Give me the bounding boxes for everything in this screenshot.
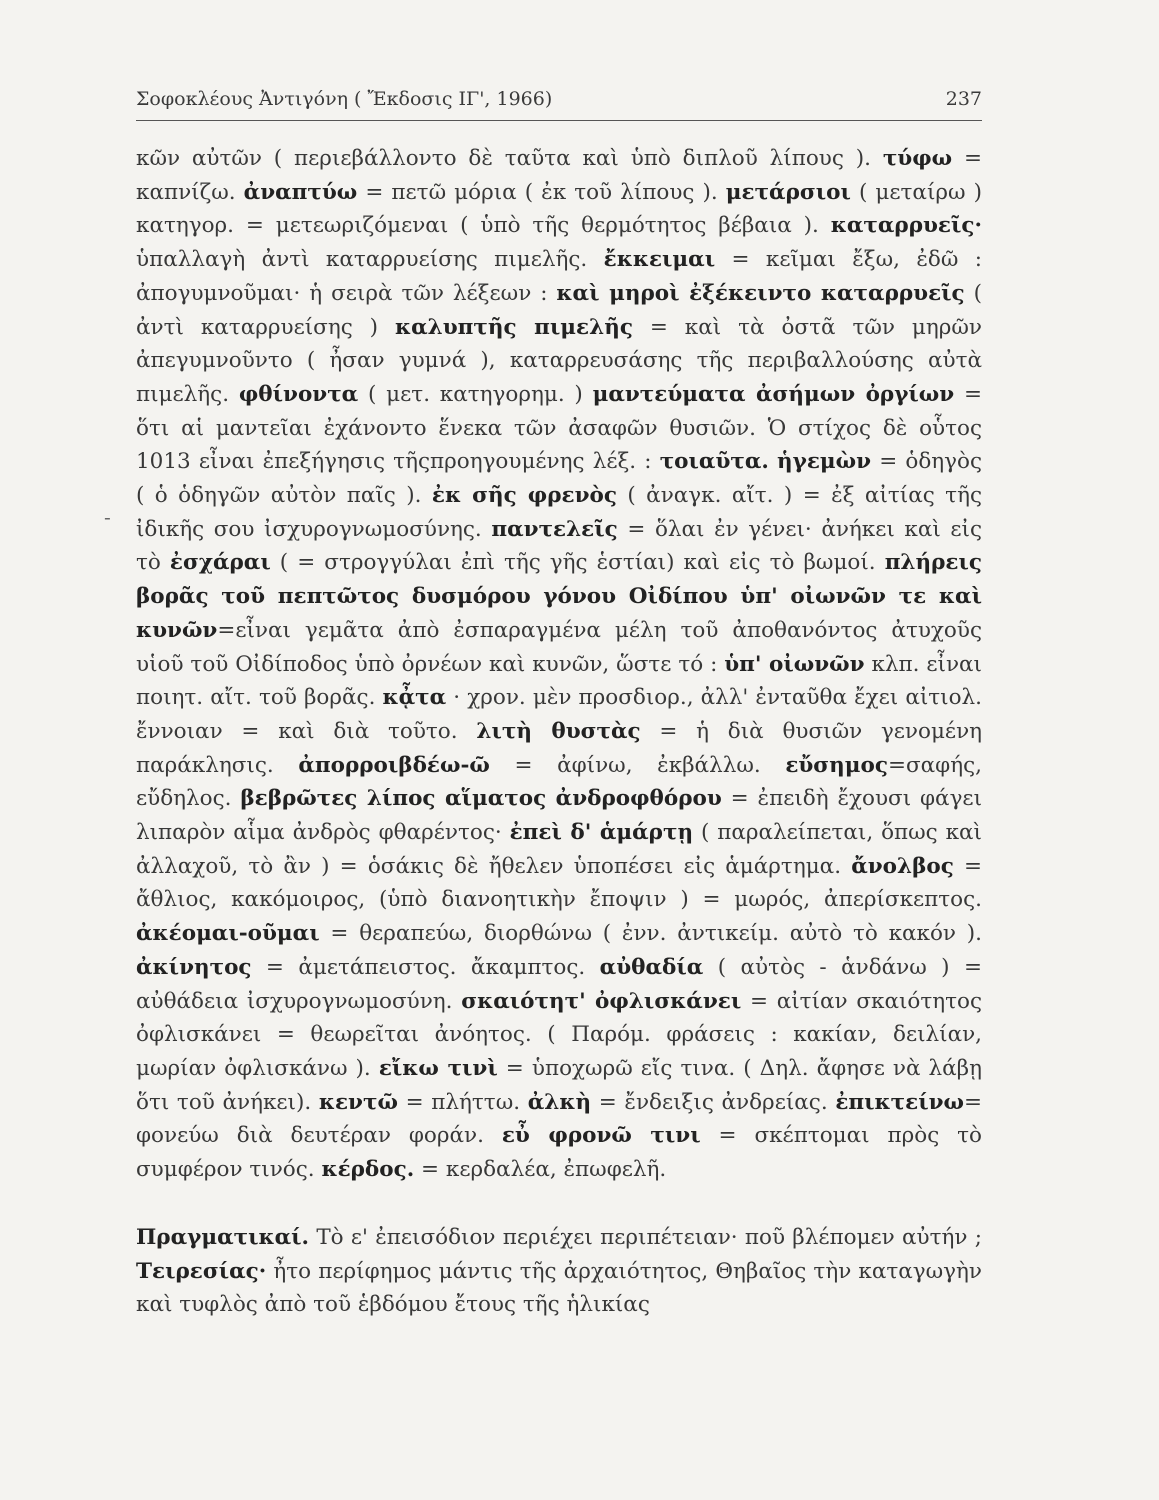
gloss-paragraph	[136, 142, 982, 1187]
lemma-term: καταρρυεῖς·	[830, 213, 982, 239]
header-rule	[136, 120, 982, 121]
lemma-term: παντελεῖς	[491, 516, 618, 542]
gloss-text: ὑπαλλαγὴ ἀντὶ καταρρυείσης πιμελῆς.	[136, 247, 604, 273]
gloss-text: = ἀφίνω, ἐκβάλλω.	[489, 752, 786, 778]
lemma-term: βεβρῶτες λίπος αἵματος ἀνδροφθόρου	[240, 786, 722, 812]
lemma-term: τοιαῦτα.	[659, 449, 769, 475]
gloss-text: = θεραπεύω, διορθώνω ( ἐνν. ἀντικείμ. αὐτὸ τὸ κακόν ).	[319, 921, 982, 947]
gloss-text: = ἀμετάπειστος. ἄκαμπτος.	[251, 954, 600, 980]
gloss-text: = ἐπειδὴ ἔχουσι φάγει λιπαρὸν αἷμα ἀνδρὸς φθαρέντος·	[136, 786, 982, 846]
gloss-text: ἦτο περίφημος μάντις τῆς ἀρχαιότητος, Θηβαῖος τὴν καταγωγὴν καὶ τυφλὸς ἀπὸ τοῦ ἑβδόμου ἔτους τῆς ἡλικίας	[136, 1258, 982, 1318]
lemma-term: κᾆτα	[382, 685, 447, 711]
lemma-term: Πραγματικαί.	[136, 1224, 310, 1250]
gloss-text: = κερδαλέα, ἐπωφελῆ.	[414, 1157, 667, 1183]
gloss-text: κλπ. εἶναι ποιητ. αἴτ. τοῦ βορᾶς.	[136, 651, 982, 711]
gloss-text: = ὑποχωρῶ εἴς τινα. ( Δηλ. ἄφησε νὰ λάβῃ ὅτι τοῦ ἀνήκει).	[136, 1055, 982, 1115]
margin-mark: -	[104, 505, 111, 529]
lemma-term: ἀπορροιβδέω-ῶ	[298, 752, 490, 778]
lemma-term: ἀλκὴ	[527, 1089, 592, 1115]
lemma-term: κεντῶ	[318, 1089, 398, 1115]
gloss-text: ( ἀντὶ καταρρυείσης )	[136, 280, 982, 340]
lemma-term: σκαιότητ' ὀφλισκάνει	[461, 988, 742, 1014]
gloss-text: =εἶναι γεμᾶτα ἀπὸ ἐσπαραγμένα μέλη τοῦ ἀποθανόντος ἀτυχοῦς υἱοῦ τοῦ Οἰδίποδος ὑπὸ ὀρνέων καὶ κυνῶν, ὥστε τό :	[136, 617, 982, 677]
lemma-term: κέρδος.	[321, 1157, 415, 1183]
section-paragraph	[136, 1221, 982, 1322]
gloss-text: = αἰτίαν σκαιότητος ὀφλισκάνει = θεωρεῖται ἀνόητος. ( Παρόμ. φράσεις : κακίαν, δειλίαν, μωρίαν ὀφλισκάνω ).	[136, 988, 982, 1081]
gloss-text: ( ἀναγκ. αἴτ. ) = ἐξ αἰτίας τῆς ἰδικῆς σου ἰσχυρογνωμοσύνης.	[136, 483, 982, 542]
gloss-text: ( = στρογγύλαι ἐπὶ τῆς γῆς ἑστίαι) καὶ εἰς τὸ βωμοί.	[270, 550, 885, 576]
page-number: 237	[945, 88, 982, 110]
gloss-text: = καπνίζω.	[136, 146, 982, 205]
running-header	[136, 84, 982, 114]
gloss-text: = φονεύω διὰ δευτέραν φοράν.	[136, 1089, 982, 1149]
lemma-term: καὶ μηροὶ ἐξέκειντο καταρρυεῖς	[556, 280, 965, 306]
lemma-term: αὐθαδία	[599, 954, 704, 980]
lemma-term: φθίνοντα	[238, 381, 359, 407]
gloss-text: κῶν αὐτῶν ( περιεβάλλοντο δὲ ταῦτα καὶ ὑπὸ διπλοῦ λίπους ).	[136, 146, 883, 171]
lemma-term: ἐπικτείνω	[835, 1089, 964, 1115]
lemma-term: εἴκω τινὶ	[378, 1055, 498, 1081]
gloss-text: = κεῖμαι ἔξω, ἐδῶ : ἀπογυμνοῦμαι· ἡ σειρὰ τῶν λέξεων :	[136, 247, 982, 306]
gloss-text: = ὅτι αἱ μαντεῖαι ἐχάνοντο ἕνεκα τῶν ἀσαφῶν θυσιῶν. Ὁ στίχος δὲ οὗτος 1013 εἶναι ἐπεξήγησις τῆςπροηγουμένης λέξ. :	[136, 381, 982, 475]
gloss-text: = ἄθλιος, κακόμοιρος, (ὑπὸ διανοητικὴν ἔποψιν ) = μωρός, ἀπερίσκεπτος.	[136, 853, 982, 913]
lemma-term: ὑπ' οἰωνῶν	[724, 651, 865, 677]
gloss-text: = πετῶ μόρια ( ἐκ τοῦ λίπους ).	[357, 179, 726, 205]
gloss-text: ( μεταίρω ) κατηγορ. = μετεωριζόμεναι ( ὑπὸ τῆς θερμότητος βέβαια ).	[136, 179, 982, 239]
lemma-term: ἡγεμὼν	[777, 449, 872, 475]
lemma-term: Τειρεσίας·	[136, 1258, 267, 1284]
lemma-term: εὔσημος	[785, 752, 888, 778]
lemma-term: ἀναπτύω	[243, 179, 358, 205]
lemma-term: ἔκκειμαι	[603, 247, 716, 273]
lemma-term: μετάρσιοι	[725, 179, 851, 205]
gloss-text: ( μετ. κατηγορημ. )	[358, 381, 593, 407]
gloss-text: ( παραλείπεται, ὅπως καὶ ἀλλαχοῦ, τὸ ἂν ) = ὁσάκις δὲ ἤθελεν ὑποπέσει εἰς ἁμάρτημα.	[136, 820, 982, 879]
gloss-text: = καὶ τὰ ὀστᾶ τῶν μηρῶν ἀπεγυμνοῦντο ( ἦσαν γυμνά ), καταρρευσάσης τῆς περιβαλλούσης αὐτὰ πιμελῆς.	[136, 314, 982, 407]
gloss-text: = ἡ διὰ θυσιῶν γενομένη παράκλησις.	[136, 718, 983, 778]
gloss-text: = πλήττω.	[397, 1089, 528, 1115]
gloss-text: · χρον. μὲν προσδιορ., ἀλλ' ἐνταῦθα ἔχει αἰτιολ. ἔννοιαν = καὶ διὰ τοῦτο.	[136, 685, 982, 744]
gloss-text: = ὅλαι ἐν γένει· ἀνήκει καὶ εἰς τὸ	[136, 516, 982, 576]
gloss-text: = ὁδηγὸς ( ὁ ὁδηγῶν αὐτὸν παῖς ).	[136, 449, 982, 509]
gloss-text: ( αὐτὸς - ἁνδάνω ) = αὐθάδεια ἰσχυρογνωμοσύνη.	[136, 954, 983, 1014]
lemma-term: μαντεύματα ἀσήμων ὀργίων	[592, 381, 955, 407]
running-title: Σοφοκλέους Ἀντιγόνη ( Ἔκδοσις ΙΓ', 1966)	[136, 88, 553, 110]
gloss-text	[769, 449, 777, 474]
lemma-term: εὖ φρονῶ τινι	[501, 1123, 701, 1149]
lemma-term: ἐπεὶ δ' ἁμάρτῃ	[509, 820, 694, 846]
lemma-term: καλυπτῆς πιμελῆς	[395, 314, 633, 340]
lemma-term: ἀκίνητος	[136, 954, 252, 980]
gloss-text: Τὸ ε' ἐπεισόδιον περιέχει περιπέτειαν· ποῦ βλέπομεν αὐτήν ;	[309, 1224, 982, 1250]
lemma-term: ἀκέομαι-οῦμαι	[136, 921, 320, 947]
lemma-term: λιτὴ θυστὰς	[476, 718, 641, 744]
lemma-term: ἄνολβος	[851, 853, 954, 879]
lemma-term: πλήρεις βορᾶς τοῦ πεπτῶτος δυσμόρου γόνου Οἰδίπου ὑπ' οἰωνῶν τε καὶ κυνῶν	[136, 550, 982, 643]
gloss-text: =σαφής, εὔδηλος.	[136, 752, 982, 812]
gloss-text: = σκέπτομαι πρὸς τὸ συμφέρον τινός.	[136, 1123, 982, 1183]
gloss-text: = ἔνδειξις ἀνδρείας.	[591, 1089, 836, 1115]
page-body	[136, 142, 982, 1322]
lemma-term: ἐκ σῆς φρενὸς	[431, 483, 617, 509]
lemma-term: τύφω	[882, 146, 953, 171]
lemma-term: ἐσχάραι	[169, 550, 271, 576]
